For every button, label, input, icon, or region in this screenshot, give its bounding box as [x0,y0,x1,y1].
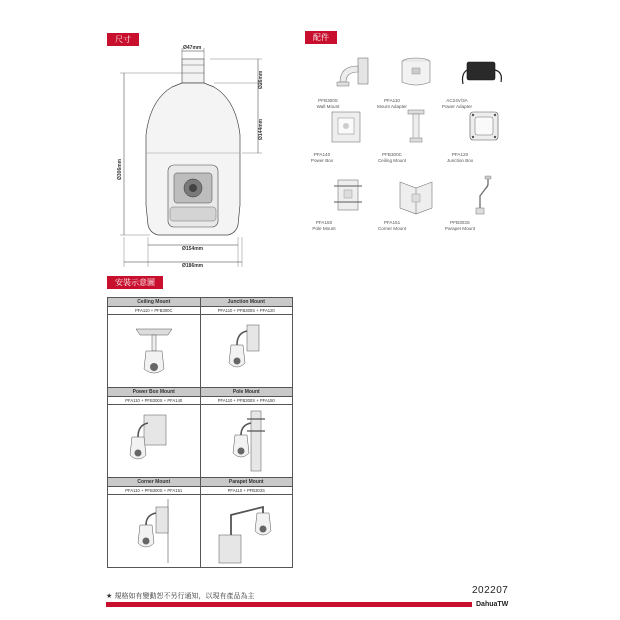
mount-title: Junction Mount [201,298,293,307]
mount-combo: PFA110 + PFB303S [201,487,293,495]
accessory-pole-mount [292,174,356,232]
accessory-name: Junction Box [446,158,474,163]
accessory-mount-adapter [360,52,424,110]
accessory-wall-mount [296,52,360,110]
accessory-name: Corner Mount [377,226,407,231]
mount-combo: PFA110 + PFB300S + PFA120 [201,307,293,315]
accessory-name: Pole Mount [312,226,336,231]
mount-combo: PFA110 + PFB300S + PFA150 [201,397,293,405]
max-diameter-label: Ø186mm [182,263,204,269]
accessory-name: Power Box [310,158,334,163]
mount-diagram-table [107,297,293,568]
neck-height-label: Ø26mm [258,70,264,89]
mount-cell-junction [200,298,293,388]
footer-red-bar [106,602,472,607]
brand-label: DahuaTW [476,601,509,608]
mount-title: Parapet Mount [201,478,293,487]
accessory-model: PFA140 [313,152,331,157]
body-height-label: Ø144mm [258,118,264,140]
document-code: 202207 [472,585,509,596]
mount-title: Ceiling Mount [108,298,200,307]
parapet-mount-diagram [201,495,293,567]
accessory-model: PFA150 [315,220,333,225]
mount-cell-parapet [200,478,293,568]
mount-cell-corner [108,478,201,568]
dimensions-section-tag: 尺寸 [107,33,139,46]
mount-combo: PFA110 + PFB300S + PFA140 [108,397,200,405]
accessory-ceiling-mount [360,106,424,164]
power-box-mount-diagram [108,405,200,477]
junction-mount-diagram [201,315,293,387]
accessories-section-tag: 配件 [305,31,337,44]
junction-box-icon [460,106,508,150]
disclaimer-note: ★ 規格如有變動恕不另行通知，以現有產品為主 [106,592,255,600]
accessory-power-box [290,106,354,164]
ceiling-mount-diagram [108,315,200,387]
ptz-camera-drawing [146,59,240,235]
total-height-label: Ø306mm [117,158,123,180]
top-diameter-label: Ø47mm [183,45,202,51]
accessory-name: Power Adapter [441,104,473,109]
accessory-power-adapter [425,52,489,110]
mount-title: Corner Mount [108,478,200,487]
accessory-model: PFA120 [451,152,469,157]
camera-dimension-drawing [110,45,280,275]
installation-section-tag: 安裝示意圖 [107,276,163,289]
accessory-model: PFA151 [383,220,401,225]
accessory-parapet-mount [428,174,492,232]
mount-cell-pole [200,388,293,478]
mount-cell-power-box [108,388,201,478]
accessory-name: Wall Mount [316,104,340,109]
accessory-model: PFB300C [382,152,402,157]
accessory-model: PFA110 [383,98,400,103]
mount-combo: PFA110 + PFB300S + PFA151 [108,487,200,495]
mount-combo: PFA110 + PFB300C [108,307,200,315]
mount-title: Pole Mount [201,388,293,397]
corner-mount-diagram [108,495,200,567]
power-adapter-icon [457,52,505,96]
accessory-model: PFB300S [318,98,338,103]
accessory-junction-box [428,106,492,164]
bottom-diameter-label: Ø154mm [182,246,204,252]
accessory-model: AC24V/3A [446,98,468,103]
accessory-name: Parapet Mount [444,226,476,231]
parapet-mount-icon [460,174,508,218]
accessory-name: Mount Adapter [377,104,407,109]
pole-mount-diagram [201,405,293,477]
accessory-model: PFB303S [450,220,470,225]
mount-cell-ceiling [108,298,201,388]
accessory-name: Ceiling Mount [377,158,407,163]
accessory-corner-mount [360,174,424,232]
mount-title: Power Box Mount [108,388,200,397]
